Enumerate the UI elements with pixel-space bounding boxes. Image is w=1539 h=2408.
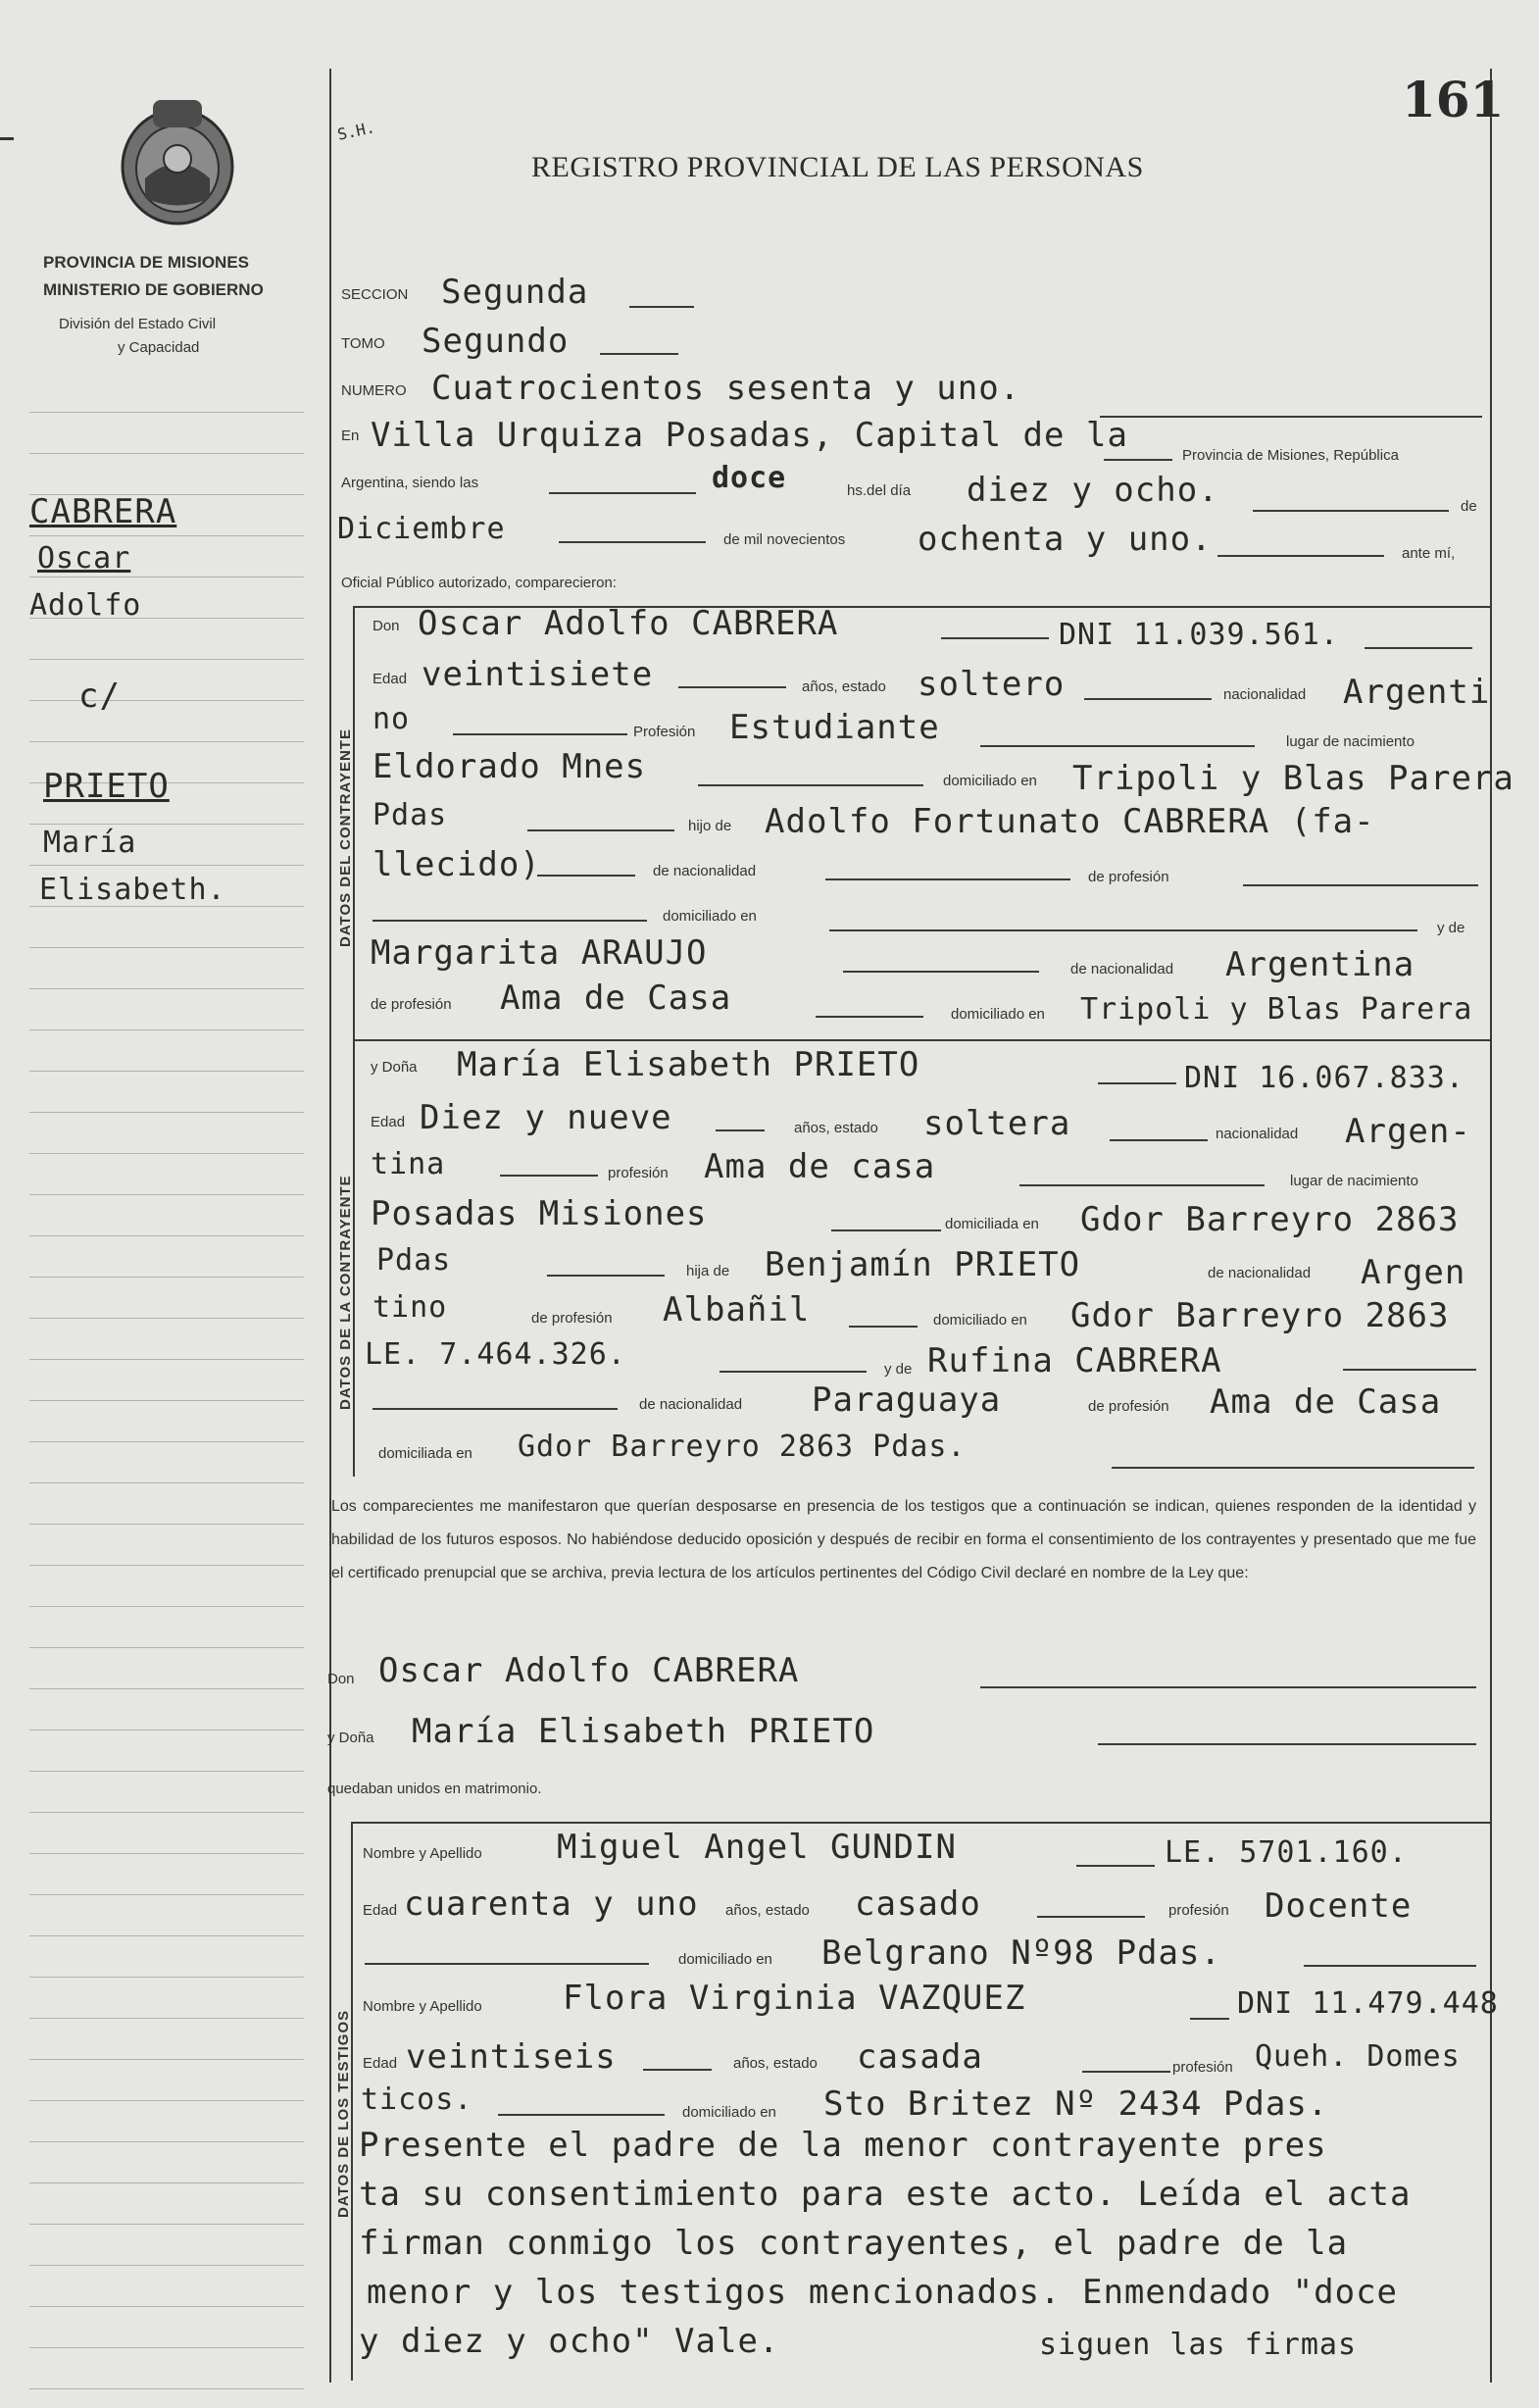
groom-address: Tripoli y Blas Parera bbox=[1072, 759, 1514, 798]
groom-address-b: Pdas bbox=[372, 798, 448, 832]
groom-name: Oscar Adolfo CABRERA bbox=[418, 604, 839, 643]
margin-ruled-line bbox=[29, 2224, 304, 2225]
w2-prof-label: profesión bbox=[1172, 2059, 1233, 2076]
groom-hijo-label: hijo de bbox=[688, 818, 732, 834]
hour-value: doce bbox=[712, 461, 787, 495]
margin-ruled-line bbox=[29, 947, 304, 948]
margin-ruled-line bbox=[29, 2265, 304, 2266]
year-value: ochenta y uno. bbox=[918, 520, 1213, 559]
bride-father-nac-label: de nacionalidad bbox=[1208, 1265, 1312, 1281]
page-number: 161 bbox=[1402, 71, 1505, 128]
margin-ruled-line bbox=[29, 535, 304, 536]
margin-ruled-line bbox=[29, 1853, 304, 1854]
groom-lugar-label: lugar de nacimiento bbox=[1286, 733, 1415, 750]
numero-label: NUMERO bbox=[341, 382, 407, 399]
groom-yde-label: y de bbox=[1437, 920, 1465, 936]
margin-ruled-line bbox=[29, 1812, 304, 1813]
bride-father-le: LE. 7.464.326. bbox=[365, 1337, 626, 1372]
declaration-dona-label: y Doña bbox=[327, 1730, 374, 1746]
margin-ruled-line bbox=[29, 1029, 304, 1030]
groom-birthplace: Eldorado Mnes bbox=[372, 747, 647, 786]
bride-address: Gdor Barreyro 2863 bbox=[1080, 1200, 1460, 1239]
margin-surname-bride: PRIETO bbox=[43, 767, 170, 806]
bride-birthplace: Posadas Misiones bbox=[371, 1194, 708, 1233]
margin-ruled-line bbox=[29, 1194, 304, 1195]
note-line-1: Presente el padre de la menor contrayente pres bbox=[359, 2126, 1327, 2165]
hs-label: hs.del día bbox=[847, 482, 912, 499]
w2-estado: casada bbox=[857, 2037, 983, 2077]
groom-don-label: Don bbox=[372, 618, 400, 634]
groom-nationality-a: Argenti bbox=[1343, 673, 1491, 712]
w2-prof-b: ticos. bbox=[361, 2082, 473, 2117]
groom-section-label: DATOS DEL CONTRAYENTE bbox=[337, 728, 354, 947]
margin-ruled-line bbox=[29, 2306, 304, 2307]
declaration-text: Los comparecientes me manifestaron que querían desposarse en presencia de los testigos que a continuación se indican, quienes responden de la identidad y habilidad de los futuros esposos. No habiéndose deducido oposición y después de recibir en forma el consentimiento de los contrayentes y presentado que me fue el certificado prenupcial que se archiva, previa lectura de los artículos pertinentes del Código Civil declaré en nombre de la Ley que: bbox=[331, 1498, 1476, 1581]
margin-ruled-line bbox=[29, 1606, 304, 1607]
margin-ruled-line bbox=[29, 1524, 304, 1525]
argentina-label: Argentina, siendo las bbox=[341, 475, 479, 491]
margin-given-groom-2: Adolfo bbox=[29, 588, 142, 623]
margin-ruled-line bbox=[29, 1318, 304, 1319]
bride-dona-label: y Doña bbox=[371, 1059, 418, 1076]
bride-edad-label: Edad bbox=[371, 1114, 406, 1130]
bride-father-dom-label: domiciliado en bbox=[933, 1312, 1027, 1329]
seccion-label: SECCION bbox=[341, 286, 409, 303]
w2-name: Flora Virginia VAZQUEZ bbox=[563, 1979, 1026, 2018]
w2-prof-a: Queh. Domes bbox=[1255, 2039, 1461, 2074]
groom-mother-prof-label: de profesión bbox=[371, 996, 452, 1013]
margin-ruled-line bbox=[29, 1071, 304, 1072]
note-line-5: y diez y ocho" Vale. bbox=[359, 2322, 780, 2361]
groom-dom2-label: domiciliado en bbox=[663, 908, 757, 925]
margin-ruled-line bbox=[29, 988, 304, 989]
bride-father-nationality-b: tino bbox=[372, 1290, 448, 1325]
margin-surname-groom: CABRERA bbox=[29, 492, 177, 531]
groom-edad-label: Edad bbox=[372, 671, 408, 687]
initials: S.H. bbox=[335, 118, 377, 144]
margin-ruled-line bbox=[29, 741, 304, 742]
place-value: Villa Urquiza Posadas, Capital de la bbox=[371, 416, 1128, 455]
bride-nac-label: nacionalidad bbox=[1216, 1126, 1299, 1142]
groom-de-prof-label: de profesión bbox=[1088, 869, 1169, 885]
margin-ruled-line bbox=[29, 1935, 304, 1936]
margin-connector: c/ bbox=[78, 677, 121, 716]
margin-ruled-line bbox=[29, 1565, 304, 1566]
margin-ruled-line bbox=[29, 1441, 304, 1442]
margin-ruled-line bbox=[29, 2059, 304, 2060]
margin-ruled-line bbox=[29, 1235, 304, 1236]
bride-father: Benjamín PRIETO bbox=[765, 1245, 1081, 1284]
w1-prof: Docente bbox=[1265, 1886, 1413, 1926]
bride-father-profession: Albañil bbox=[663, 1290, 811, 1329]
groom-mother-nationality: Argentina bbox=[1225, 945, 1415, 984]
bride-mother-nationality: Paraguaya bbox=[812, 1380, 1002, 1420]
w2-edad-label: Edad bbox=[363, 2055, 398, 2072]
margin-ruled-line bbox=[29, 1112, 304, 1113]
bride-age: Diez y nueve bbox=[420, 1098, 672, 1137]
groom-profession: Estudiante bbox=[729, 708, 940, 747]
w2-id: DNI 11.479.448 bbox=[1237, 1986, 1499, 2021]
groom-nationality-b: no bbox=[372, 702, 411, 736]
note-line-2: ta su consentimiento para este acto. Leída el acta bbox=[359, 2175, 1412, 2214]
w1-dom-label: domiciliado en bbox=[678, 1951, 772, 1968]
bride-father-prof-label: de profesión bbox=[531, 1310, 613, 1327]
margin-given-bride-1: María bbox=[43, 826, 137, 860]
margin-ruled-line bbox=[29, 1359, 304, 1360]
margin-ruled-line bbox=[29, 1482, 304, 1483]
w1-edad-label: Edad bbox=[363, 1902, 398, 1919]
w1-age: cuarenta y uno bbox=[404, 1884, 699, 1924]
tomo-value: Segundo bbox=[422, 322, 570, 361]
tomo-label: TOMO bbox=[341, 335, 385, 352]
bride-father-nationality-a: Argen bbox=[1361, 1253, 1466, 1292]
bride-mother-nac-label: de nacionalidad bbox=[639, 1396, 743, 1413]
margin-given-groom-1: Oscar bbox=[37, 541, 131, 576]
groom-mother-dom-label: domiciliado en bbox=[951, 1006, 1045, 1023]
margin-ruled-line bbox=[29, 1730, 304, 1731]
margin-ruled-line bbox=[29, 1894, 304, 1895]
groom-dni: DNI 11.039.561. bbox=[1059, 618, 1339, 652]
w1-prof-label: profesión bbox=[1168, 1902, 1229, 1919]
bride-father-address: Gdor Barreyro 2863 bbox=[1070, 1296, 1450, 1335]
w1-name-label: Nombre y Apellido bbox=[363, 1845, 482, 1862]
margin-ruled-line bbox=[29, 1153, 304, 1154]
margin-ruled-line bbox=[29, 1277, 304, 1278]
note-line-3: firman conmigo los contrayentes, el padre de la bbox=[359, 2224, 1349, 2263]
month-value: Diciembre bbox=[337, 512, 506, 546]
bride-nationality-b: tina bbox=[371, 1147, 446, 1181]
bride-yde-label: y de bbox=[884, 1361, 913, 1378]
groom-age: veintisiete bbox=[422, 655, 654, 694]
w1-id: LE. 5701.160. bbox=[1165, 1835, 1408, 1870]
bride-anios-label: años, estado bbox=[794, 1120, 878, 1136]
margin-ruled-line bbox=[29, 2141, 304, 2142]
bride-nationality-a: Argen- bbox=[1345, 1112, 1471, 1151]
w1-estado: casado bbox=[855, 1884, 981, 1924]
ministry-name: MINISTERIO DE GOBIERNO bbox=[43, 280, 264, 299]
en-label: En bbox=[341, 427, 360, 444]
groom-estado: soltero bbox=[918, 665, 1066, 704]
division-name: División del Estado Civil bbox=[59, 316, 217, 332]
de-label: de bbox=[1461, 498, 1477, 515]
bride-mother-dom-label: domiciliada en bbox=[378, 1445, 472, 1462]
groom-father-a: Adolfo Fortunato CABRERA (fa- bbox=[765, 802, 1375, 841]
bride-dni: DNI 16.067.833. bbox=[1184, 1061, 1465, 1095]
margin-ruled-line bbox=[29, 1688, 304, 1689]
bride-mother: Rufina CABRERA bbox=[927, 1341, 1222, 1380]
w2-name-label: Nombre y Apellido bbox=[363, 1998, 482, 2015]
numero-value: Cuatrocientos sesenta y uno. bbox=[431, 369, 1021, 408]
declaration-don-label: Don bbox=[327, 1671, 355, 1687]
groom-mother-profession: Ama de Casa bbox=[500, 978, 732, 1018]
right-border bbox=[1490, 69, 1492, 2383]
witnesses-section-label: DATOS DE LOS TESTIGOS bbox=[335, 2009, 352, 2218]
margin-ruled-line bbox=[29, 2018, 304, 2019]
bride-prof-label: profesión bbox=[608, 1165, 669, 1181]
groom-father-b: llecido) bbox=[372, 845, 541, 884]
margin-given-bride-2: Elisabeth. bbox=[39, 873, 226, 907]
margin-ruled-line bbox=[29, 2100, 304, 2101]
margin-ruled-line bbox=[29, 1647, 304, 1648]
bride-dom-label: domiciliada en bbox=[945, 1216, 1039, 1232]
w2-dom-label: domiciliado en bbox=[682, 2104, 776, 2121]
margin-tick bbox=[0, 137, 14, 140]
division-subname: y Capacidad bbox=[118, 339, 200, 356]
bride-profession: Ama de casa bbox=[704, 1147, 936, 1186]
note-line-6: siguen las firmas bbox=[1039, 2328, 1358, 2362]
margin-ruled-line bbox=[29, 865, 304, 866]
groom-mother-address: Tripoli y Blas Parera bbox=[1080, 992, 1473, 1027]
groom-nac-label: nacionalidad bbox=[1223, 686, 1307, 703]
bride-estado: soltera bbox=[923, 1104, 1071, 1143]
w2-age: veintiseis bbox=[406, 2037, 617, 2077]
margin-ruled-line bbox=[29, 824, 304, 825]
w2-address: Sto Britez Nº 2434 Pdas. bbox=[823, 2084, 1329, 2124]
bride-address-b: Pdas bbox=[376, 1243, 452, 1278]
groom-dom-label: domiciliado en bbox=[943, 773, 1037, 789]
margin-divider bbox=[329, 69, 331, 2383]
page-title: REGISTRO PROVINCIAL DE LAS PERSONAS bbox=[531, 151, 1144, 183]
bride-name: María Elisabeth PRIETO bbox=[457, 1045, 920, 1084]
groom-anios-label: años, estado bbox=[802, 678, 886, 695]
groom-prof-label: Profesión bbox=[633, 724, 696, 740]
year-label: de mil novecientos bbox=[723, 531, 846, 548]
bride-mother-address: Gdor Barreyro 2863 Pdas. bbox=[518, 1430, 967, 1464]
margin-ruled-line bbox=[29, 2347, 304, 2348]
oficial-label: Oficial Público autorizado, comparecieron: bbox=[341, 575, 617, 591]
province-name: PROVINCIA DE MISIONES bbox=[43, 253, 250, 272]
margin-ruled-line bbox=[29, 412, 304, 413]
margin-ruled-line bbox=[29, 659, 304, 660]
margin-ruled-line bbox=[29, 1977, 304, 1978]
bride-lugar-label: lugar de nacimiento bbox=[1290, 1173, 1418, 1189]
ante-label: ante mí, bbox=[1402, 545, 1456, 562]
note-line-4: menor y los testigos mencionados. Enmendado "doce bbox=[367, 2273, 1399, 2312]
bride-hija-label: hija de bbox=[686, 1263, 730, 1279]
declaration-bride-name: María Elisabeth PRIETO bbox=[412, 1712, 875, 1751]
bride-mother-prof-label: de profesión bbox=[1088, 1398, 1169, 1415]
w1-address: Belgrano Nº98 Pdas. bbox=[821, 1933, 1221, 1973]
bride-mother-profession: Ama de Casa bbox=[1210, 1382, 1442, 1422]
w1-anios-label: años, estado bbox=[725, 1902, 810, 1919]
w1-name: Miguel Angel GUNDIN bbox=[557, 1828, 957, 1867]
margin-ruled-line bbox=[29, 453, 304, 454]
province-text: Provincia de Misiones, República bbox=[1182, 447, 1399, 464]
union-text: quedaban unidos en matrimonio. bbox=[327, 1781, 542, 1797]
margin-ruled-line bbox=[29, 700, 304, 701]
margin-ruled-line bbox=[29, 1771, 304, 1772]
seccion-value: Segunda bbox=[441, 273, 589, 312]
bride-section-label: DATOS DE LA CONTRAYENTE bbox=[337, 1175, 354, 1410]
groom-mother-nac-label: de nacionalidad bbox=[1070, 961, 1174, 978]
province-seal-icon bbox=[116, 90, 239, 227]
w2-anios-label: años, estado bbox=[733, 2055, 818, 2072]
margin-ruled-line bbox=[29, 2182, 304, 2183]
groom-de-nac-label: de nacionalidad bbox=[653, 863, 757, 879]
declaration-groom-name: Oscar Adolfo CABRERA bbox=[378, 1651, 800, 1690]
groom-mother: Margarita ARAUJO bbox=[371, 933, 708, 973]
margin-ruled-line bbox=[29, 1400, 304, 1401]
margin-ruled-line bbox=[29, 2388, 304, 2389]
day-value: diez y ocho. bbox=[967, 471, 1219, 510]
